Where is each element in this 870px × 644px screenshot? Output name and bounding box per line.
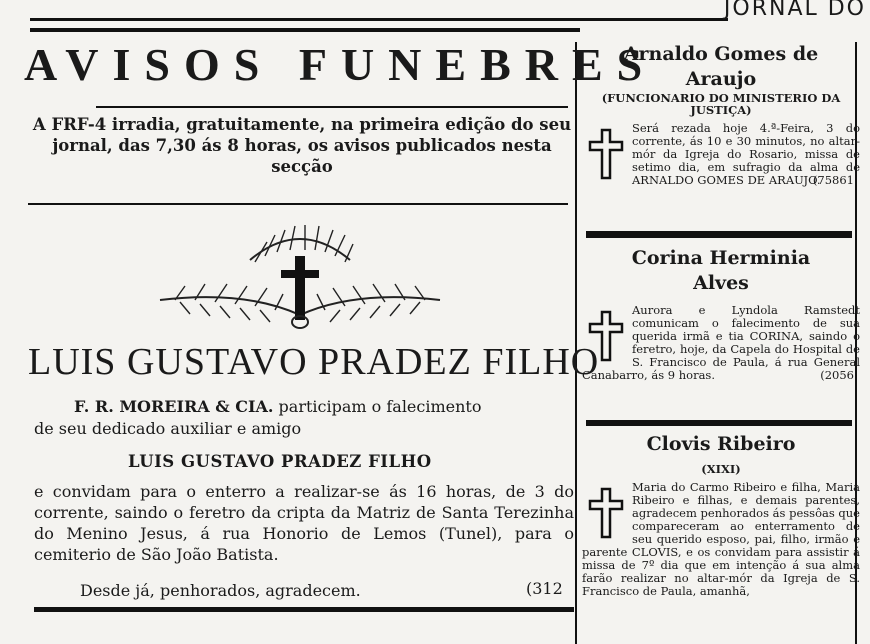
notice-clovis	[582, 432, 860, 598]
notice-code: (75861	[812, 173, 854, 187]
closing-line: Desde já, penhorados, agradecem.	[80, 581, 361, 600]
funeral-details: e convidam para o enterro a realizar-se ás 16 horas, de 3 do corrente, saindo o feretro da cripta da Matriz de Santa Terezinha do Menino Jesus, á rua Honorio de Lemos (Tunel), para o cemiterio de São João Batista.	[34, 482, 574, 564]
top-rule	[30, 18, 728, 21]
radio-notice: A FRF-4 irradia, gratuitamente, na primeira edição do seu jornal, das 7,30 ás 8 horas, os avisos publicados nesta secção	[32, 115, 572, 176]
notice-separator	[586, 231, 852, 238]
intro-line	[74, 396, 574, 417]
deceased-name: LUIS GUSTAVO PRADEZ FILHO	[28, 341, 600, 383]
left-top-rule	[30, 28, 580, 32]
notice-text: Aurora e Lyndola Ramstedt comunicam o falecimento de sua querida irmã e tia CORINA, saindo o feretro, hoje, da Capela do Hospital de S. Francisco de Paula, á rua General Canabarro, ás 9 horas.	[582, 303, 860, 382]
cross-ornament-icon	[155, 220, 445, 332]
masthead: JORNAL DO	[723, 0, 866, 21]
notice-arnaldo	[582, 42, 860, 187]
notice-title: Arnaldo Gomes de Araujo	[623, 43, 819, 90]
notice-rule	[28, 203, 568, 205]
notice-separator	[586, 420, 852, 426]
cross-icon	[586, 128, 626, 180]
notice-code: (2056	[820, 368, 854, 382]
intro-rest: participam o falecimento	[273, 397, 482, 416]
notice-corina	[582, 246, 860, 382]
ad-code: (312	[526, 579, 563, 598]
notice-subtitle: (FUNCIONARIO DO MINISTERIO DA JUSTIÇA)	[601, 91, 841, 117]
bottom-rule	[34, 607, 574, 612]
intro-line-2: de seu dedicado auxiliar e amigo	[34, 419, 302, 438]
notice-text: Será rezada hoje 4.ª-Feira, 3 do corrente, ás 10 e 30 minutos, no altar-mór da Igreja do Rosario, missa de setimo dia, em sufragio da alma de ARNALDO GOMES DE ARAUJO.	[632, 121, 860, 187]
firm-name: F. R. MOREIRA & CIA.	[74, 397, 274, 416]
notice-text: Maria do Carmo Ribeiro e filha, Maria Ribeiro e filhas, e demais parentes, agradecem penhorados ás pessôas que compareceram ao enterramento de seu querido esposo, pai, filho, irmão e parente CLOVIS, e os convidam para assistir á missa de 7º dia que em intenção á sua alma farão realizar no altar-mór da Igreja de S. Francisco de Paula, amanhã,	[582, 480, 860, 598]
notice-subtitle: (XIXI)	[701, 462, 741, 476]
section-title: AVISOS FUNEBRES	[24, 39, 657, 90]
deceased-name-repeat: LUIS GUSTAVO PRADEZ FILHO	[128, 452, 432, 471]
notice-title: Clovis Ribeiro	[646, 433, 796, 455]
cross-icon	[586, 310, 626, 362]
title-rule	[96, 106, 568, 108]
cross-icon	[586, 487, 626, 539]
notice-title: Corina Herminia Alves	[631, 247, 811, 294]
